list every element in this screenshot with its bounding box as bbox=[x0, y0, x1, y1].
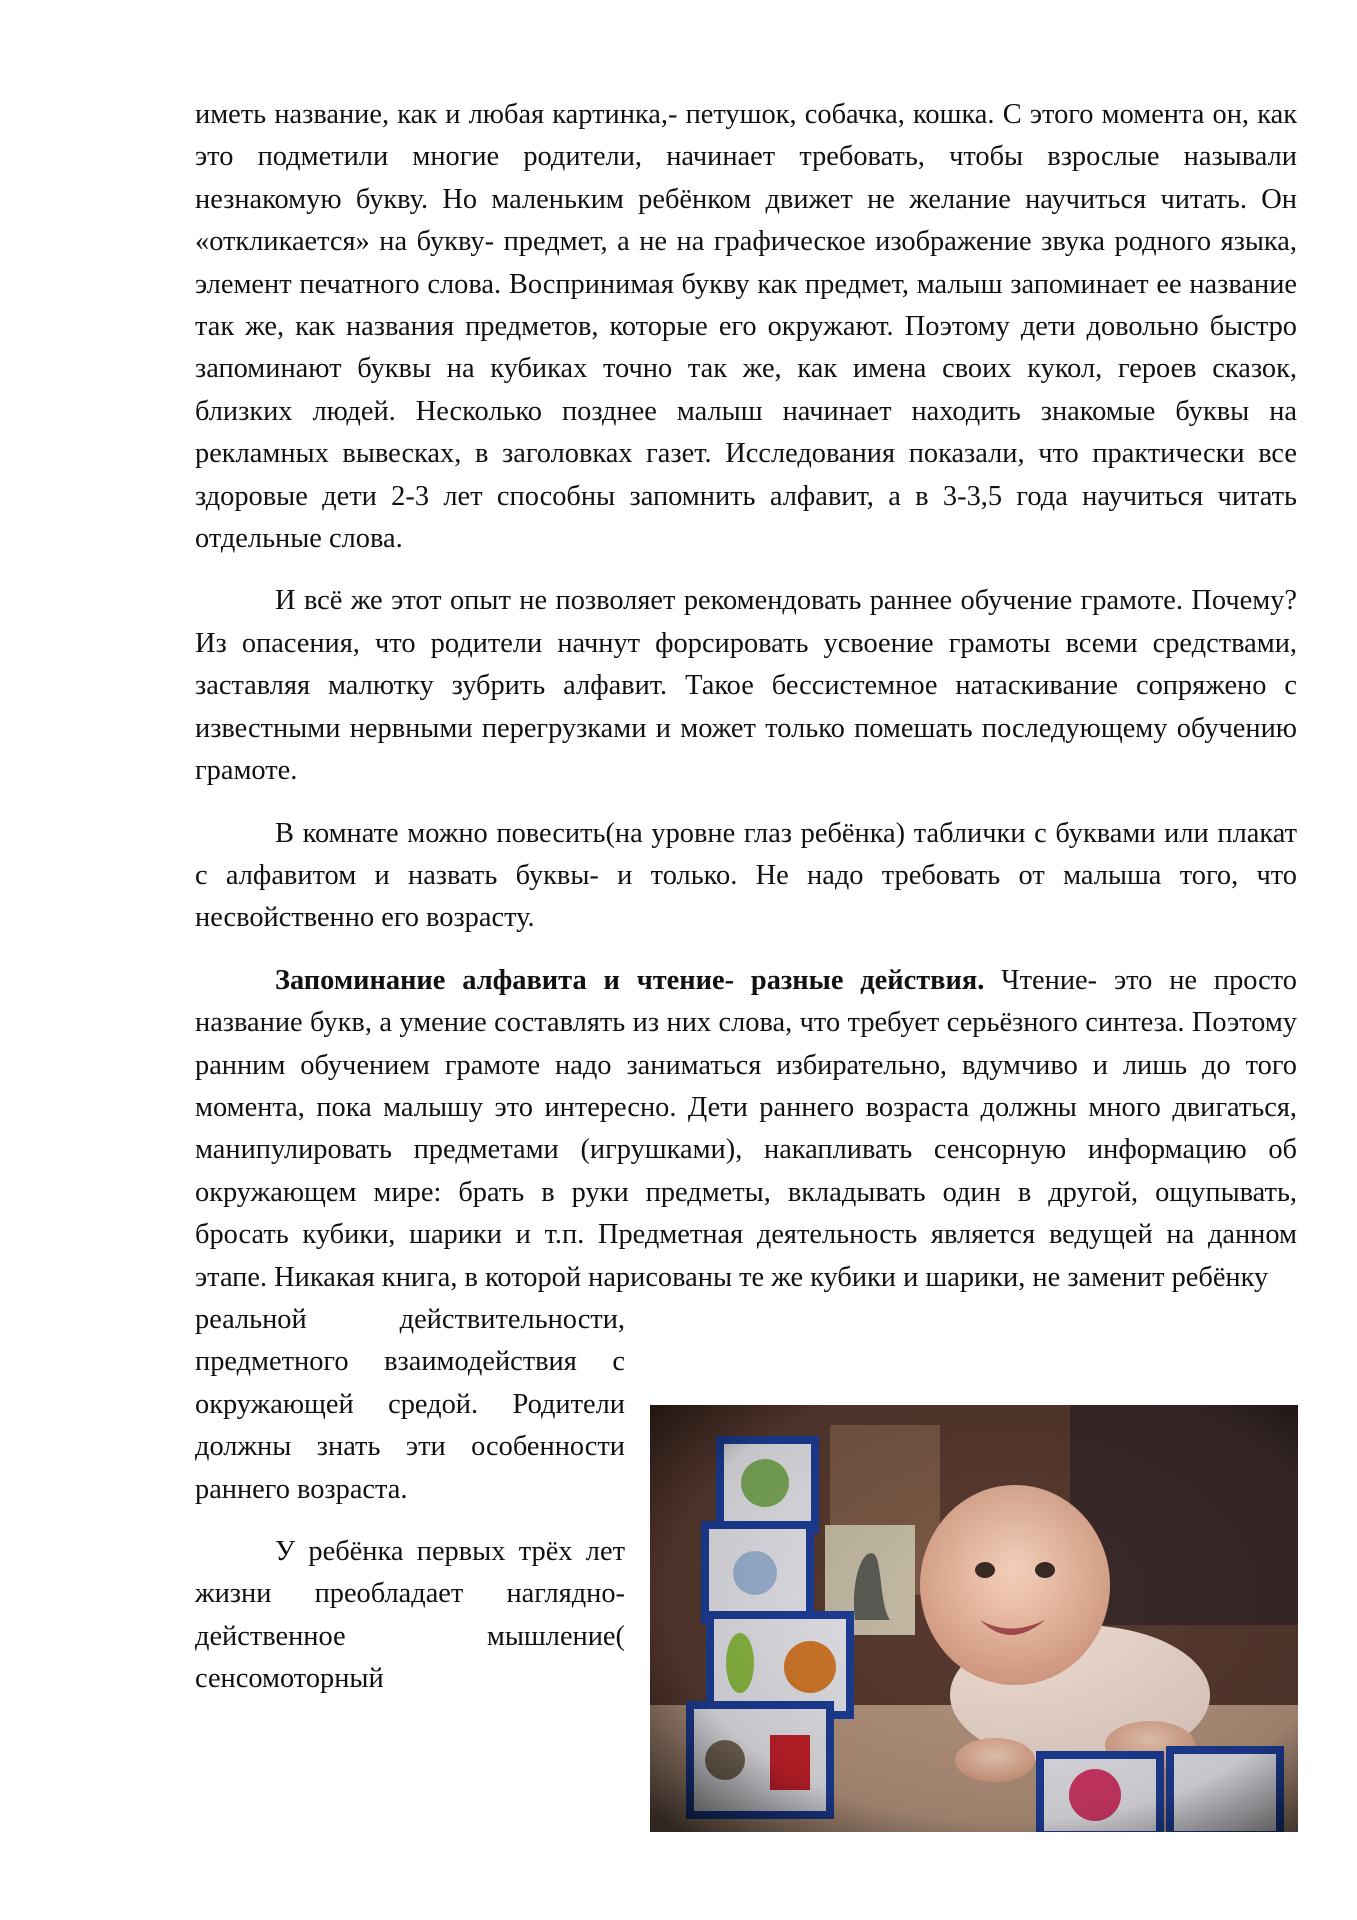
paragraph-4-heading: Запоминание алфавита и чтение- разные действия. bbox=[275, 964, 985, 996]
paragraph-4 bbox=[195, 960, 1297, 1299]
paragraph-4-continued: реальной действительности, предметного взаимодействия с окружающей средой. Родители должны знать эти особенности раннего возраста. bbox=[195, 1303, 625, 1505]
paragraph-2: И всё же этот опыт не позволяет рекомендовать раннее обучение грамоте. Почему? Из опасения, что родители начнут форсировать усвоение грамоты всеми средствами, заставляя малютку зубрить алфавит. Такое бессистемное натаскивание сопряжено с известными нервными перегрузками и может только помешать последующему обучению грамоте. bbox=[195, 585, 1297, 787]
photo-illustration bbox=[650, 1405, 1298, 1832]
paragraph-4-text: Чтение- это не просто название букв, а умение составлять из них слова, что требует серьёзного синтеза. Поэтому ранним обучением грамоте надо заниматься избирательно, вдумчиво и лишь до того момента, пока малышу это интересно. Дети раннего возраста должны много двигаться, манипулировать предметами (игрушками), накапливать сенсорную информацию об окружающем мире: брать в руки предметы, вкладывать один в другой, ощупывать, бросать кубики, шарики и т.п. Предметная деятельность является ведущей на данном этапе. Никакая книга, в которой нарисованы те же кубики и шарики, не заменит ребёнку bbox=[195, 964, 1297, 1293]
baby-with-blocks-photo bbox=[650, 1405, 1298, 1832]
text-beside-photo bbox=[195, 1299, 625, 1701]
paragraph-1: иметь название, как и любая картинка,- петушок, собачка, кошка. С этого момента он, как это подметили многие родители, начинает требовать, чтобы взрослые называли незнакомую букву. Но маленьким ребёнком движет не желание научиться читать. Он «откликается» на букву- предмет, а не на графическое изображение звука родного языка, элемент печатного слова. Воспринимая букву как предмет, малыш запоминает ее название так же, как названия предметов, которые его окружают. Поэтому дети довольно быстро запоминают буквы на кубиках точно так же, как имена своих кукол, героев сказок, близких людей. Несколько позднее малыш начинает находить знакомые буквы на рекламных вывесках, в заголовках газет. Исследования показали, что практически все здоровые дети 2-3 лет способны запомнить алфавит, а в 3-3,5 года научиться читать отдельные слова. bbox=[195, 99, 1297, 555]
paragraph-3: В комнате можно повесить(на уровне глаз ребёнка) таблички с буквами или плакат с алфавитом и назвать буквы- и только. Не надо требовать от малыша того, что несвойственно его возрасту. bbox=[195, 817, 1297, 934]
paragraph-5: У ребёнка первых трёх лет жизни преобладает наглядно- действенное мышление( сенсомоторный bbox=[195, 1536, 625, 1695]
